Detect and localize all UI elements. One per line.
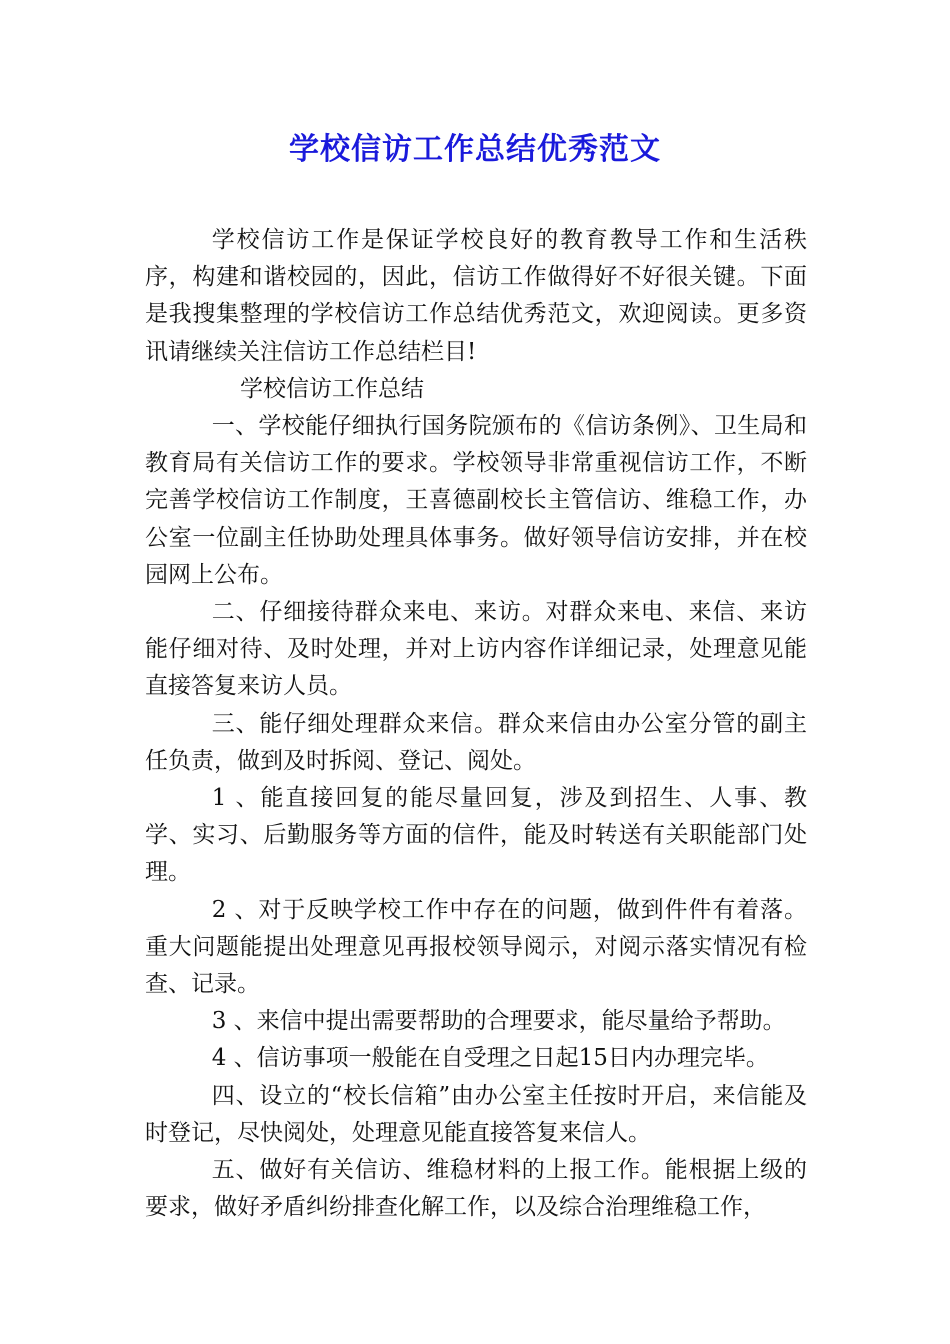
document-title: 学校信访工作总结优秀范文 <box>289 132 661 167</box>
list-item-2: 2 、对于反映学校工作中存在的问题，做到件件有着落。重大问题能提出处理意见再报校领导阅示，对阅示落实情况有检查、记录。 <box>145 896 807 998</box>
list-item-1: 1 、能直接回复的能尽量回复，涉及到招生、人事、教学、实习、后勤服务等方面的信件，能及时转送有关职能部门处理。 <box>145 785 807 886</box>
document-body <box>145 222 807 1226</box>
section-heading: 学校信访工作总结 <box>240 375 424 402</box>
list-item-3: 3 、来信中提出需要帮助的合理要求，能尽量给予帮助。 <box>211 1008 786 1035</box>
paragraph-3: 三、能仔细处理群众来信。群众来信由办公室分管的副主任负责，做到及时拆阅、登记、阅处。 <box>145 710 807 774</box>
paragraph-2: 二、仔细接待群众来电、来访。对群众来电、来信、来访能仔细对待、及时处理，并对上访内容作详细记录，处理意见能直接答复来访人员。 <box>145 599 807 700</box>
intro-paragraph: 学校信访工作是保证学校良好的教育教导工作和生活秩序，构建和谐校园的，因此，信访工作做得好不好很关键。下面是我搜集整理的学校信访工作总结优秀范文，欢迎阅读。更多资讯请继续关注信访工作总结栏目! <box>145 227 807 365</box>
paragraph-1: 一、学校能仔细执行国务院颁布的《信访条例》、卫生局和教育局有关信访工作的要求。学校领导非常重视信访工作，不断完善学校信访工作制度，王喜德副校长主管信访、维稳工作，办公室一位副主任协助处理具体事务。做好领导信访安排，并在校园网上公布。 <box>145 413 807 588</box>
list-item-4: 4 、信访事项一般能在自受理之日起15日内办理完毕。 <box>211 1045 769 1072</box>
paragraph-4: 四、设立的“校长信箱”由办公室主任按时开启，来信能及时登记，尽快阅处，处理意见能直接答复来信人。 <box>145 1082 807 1146</box>
paragraph-5: 五、做好有关信访、维稳材料的上报工作。能根据上级的要求，做好矛盾纠纷排查化解工作，以及综合治理维稳工作， <box>145 1157 807 1221</box>
